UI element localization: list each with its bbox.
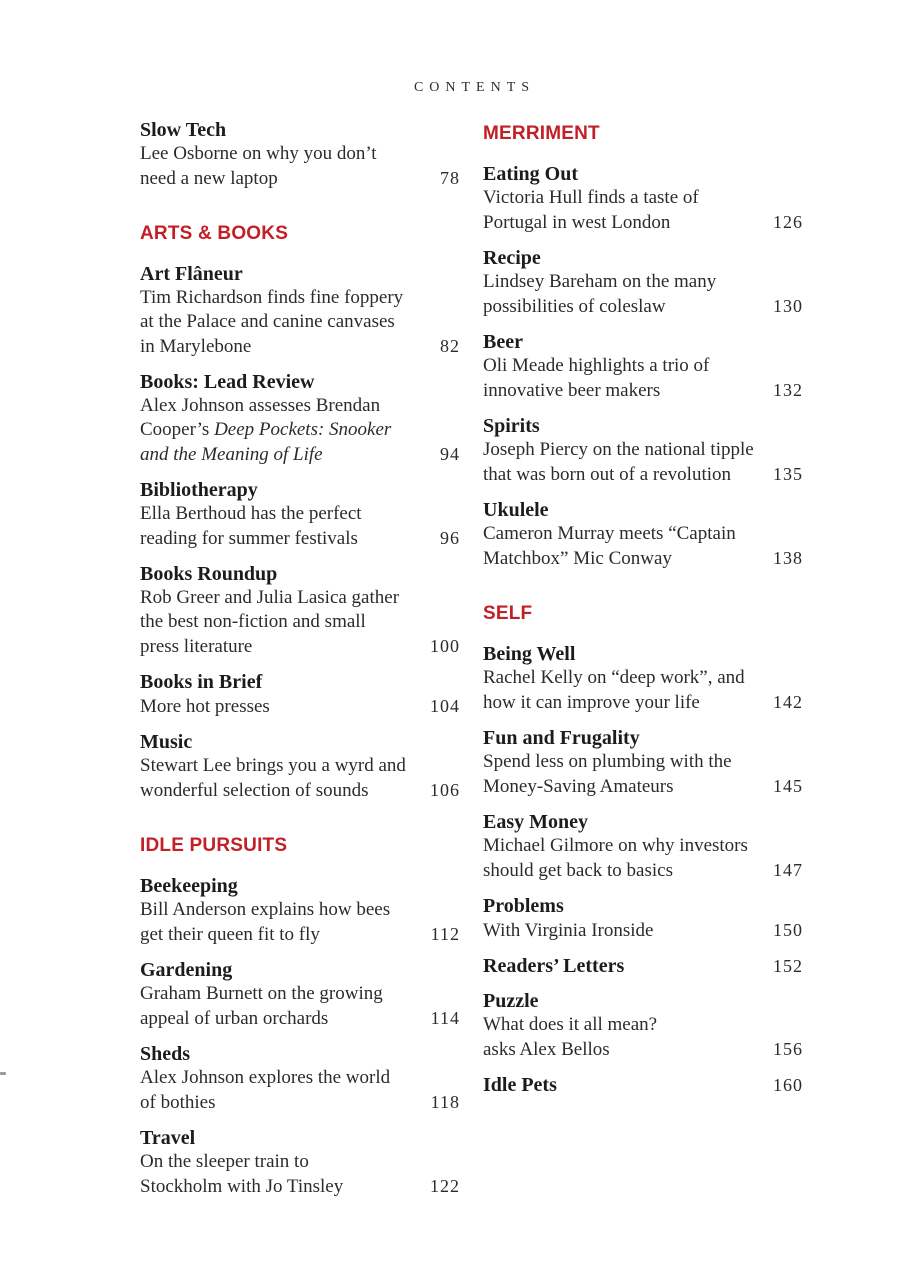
- entry-title: Idle Pets: [483, 1074, 557, 1096]
- toc-entry: [483, 810, 803, 883]
- toc-entry: [140, 730, 460, 803]
- entry-description-text: press literature: [140, 636, 253, 657]
- entry-description-line: Graham Burnett on the growing: [140, 983, 383, 1004]
- entry-description-text: get their queen fit to fly: [140, 924, 320, 945]
- entry-description-line: [140, 166, 460, 191]
- toc-entry: [140, 1042, 460, 1115]
- entry-description-line: [140, 1006, 460, 1031]
- entry-description-text: appeal of urban orchards: [140, 1008, 329, 1029]
- toc-entry: [483, 642, 803, 715]
- entry-description-line: [483, 918, 803, 943]
- toc-entry: [483, 954, 803, 978]
- entry-page-number: 150: [773, 920, 803, 940]
- entry-title: Readers’ Letters: [483, 955, 625, 977]
- entry-description-text: wonderful selection of sounds: [140, 780, 369, 801]
- toc-entry: [483, 726, 803, 799]
- entry-description-line: Victoria Hull finds a taste of: [483, 187, 699, 208]
- entry-page-number: 96: [440, 528, 460, 548]
- toc-entry: [483, 1073, 803, 1097]
- entry-description-line: [140, 526, 460, 551]
- entry-page-number: 142: [773, 692, 803, 712]
- entry-page-number: 135: [773, 464, 803, 484]
- entry-title: Recipe: [483, 247, 541, 269]
- entry-description-line: Rachel Kelly on “deep work”, and: [483, 667, 745, 688]
- entry-description-line: Alex Johnson assesses Brendan: [140, 395, 381, 416]
- entry-description-line: [140, 1090, 460, 1115]
- entry-title: Fun and Frugality: [483, 727, 640, 749]
- edge-artifact: [0, 1072, 6, 1075]
- entry-page-number: 104: [430, 696, 460, 716]
- toc-entry: [140, 262, 460, 359]
- entry-page-number: 147: [773, 860, 803, 880]
- toc-entry: [483, 330, 803, 403]
- entry-title: Being Well: [483, 643, 576, 665]
- entry-title: Easy Money: [483, 811, 588, 833]
- entry-title: Eating Out: [483, 163, 579, 185]
- entry-description-line: [140, 778, 460, 803]
- section-header: MERRIMENT: [483, 123, 600, 144]
- entry-description-text: reading for summer festivals: [140, 528, 358, 549]
- entry-description-line: Tim Richardson finds fine foppery: [140, 287, 404, 308]
- toc-entry: [140, 670, 460, 719]
- entry-description-line: Stewart Lee brings you a wyrd and: [140, 755, 406, 776]
- entry-title-line: [483, 954, 803, 978]
- entry-title: Books Roundup: [140, 563, 278, 585]
- entry-description-line: Lindsey Bareham on the many: [483, 271, 717, 292]
- toc-entry: [483, 498, 803, 571]
- entry-page-number: 160: [773, 1075, 803, 1095]
- entry-page-number: 78: [440, 168, 460, 188]
- entry-description-line: [483, 210, 803, 235]
- entry-description-text: possibilities of coleslaw: [483, 296, 666, 317]
- entry-title: Problems: [483, 895, 564, 917]
- entry-title: Books in Brief: [140, 671, 263, 693]
- entry-page-number: 138: [773, 548, 803, 568]
- entry-page-number: 112: [430, 924, 460, 944]
- entry-description-line: [140, 442, 460, 467]
- entry-description-line: [140, 694, 460, 719]
- toc-entry: [140, 370, 460, 467]
- entry-description-text: Stockholm with Jo Tinsley: [140, 1176, 344, 1197]
- entry-title: Bibliotherapy: [140, 479, 258, 501]
- entry-description-line: Joseph Piercy on the national tipple: [483, 439, 754, 460]
- entry-page-number: 130: [773, 296, 803, 316]
- text-segment: Cooper’s: [140, 419, 215, 440]
- entry-description-line: Rob Greer and Julia Lasica gather: [140, 587, 400, 608]
- toc-entry: [140, 958, 460, 1031]
- entry-description-text: Matchbox” Mic Conway: [483, 548, 672, 569]
- entry-description-line: Michael Gilmore on why investors: [483, 835, 748, 856]
- entry-description-line: [483, 1037, 803, 1062]
- italic-text-segment: Deep Pockets: Snooker: [214, 419, 392, 440]
- entry-title: Art Flâneur: [140, 263, 243, 285]
- entry-page-number: 106: [430, 780, 460, 800]
- entry-description-line: Spend less on plumbing with the: [483, 751, 732, 772]
- entry-description-line: at the Palace and canine canvases: [140, 311, 395, 332]
- entry-description-text: of bothies: [140, 1092, 216, 1113]
- entry-description-line: [483, 774, 803, 799]
- entry-page-number: 152: [773, 956, 803, 976]
- entry-title: Slow Tech: [140, 119, 227, 141]
- entry-title: Ukulele: [483, 499, 549, 521]
- entry-page-number: 82: [440, 336, 460, 356]
- entry-description-text: need a new laptop: [140, 168, 278, 189]
- entry-description-line: [140, 922, 460, 947]
- toc-entry: [483, 894, 803, 943]
- entry-description-line: [483, 462, 803, 487]
- page-title: CONTENTS: [413, 80, 536, 95]
- entry-page-number: 156: [773, 1039, 803, 1059]
- entry-description-text: [140, 443, 323, 467]
- toc-entry: [483, 414, 803, 487]
- entry-description-text: that was born out of a revolution: [483, 464, 732, 485]
- toc-entry: [483, 989, 803, 1062]
- section-header: ARTS & BOOKS: [140, 223, 289, 244]
- entry-description-line: [483, 546, 803, 571]
- entry-page-number: 94: [440, 444, 460, 464]
- toc-entry: [140, 874, 460, 947]
- toc-entry: [140, 118, 460, 191]
- entry-title: Gardening: [140, 959, 233, 981]
- entry-page-number: 122: [430, 1176, 460, 1196]
- entry-title: Puzzle: [483, 990, 539, 1012]
- entry-description-text: should get back to basics: [483, 860, 673, 881]
- entry-description-line: Bill Anderson explains how bees: [140, 899, 391, 920]
- entry-description-line: [140, 1174, 460, 1199]
- toc-entry: [483, 162, 803, 235]
- entry-title: Beer: [483, 331, 523, 353]
- entry-description-line: the best non-fiction and small: [140, 611, 366, 632]
- entry-description-line: What does it all mean?: [483, 1014, 658, 1035]
- entry-description-line: [483, 378, 803, 403]
- entry-description-line: On the sleeper train to: [140, 1151, 309, 1172]
- entry-description-line: [140, 418, 460, 442]
- toc-entry: [483, 246, 803, 319]
- entry-description-text: Money-Saving Amateurs: [483, 776, 674, 797]
- entry-description-text: With Virginia Ironside: [483, 920, 654, 941]
- entry-description-line: Alex Johnson explores the world: [140, 1067, 391, 1088]
- entry-page-number: 100: [430, 636, 460, 656]
- entry-description-text: More hot presses: [140, 696, 270, 717]
- entry-description-text: asks Alex Bellos: [483, 1039, 610, 1060]
- entry-description-line: Ella Berthoud has the perfect: [140, 503, 362, 524]
- entry-page-number: 132: [773, 380, 803, 400]
- entry-description-text: innovative beer makers: [483, 380, 661, 401]
- entry-description-text: in Marylebone: [140, 336, 252, 357]
- entry-description-line: [483, 690, 803, 715]
- section-header: IDLE PURSUITS: [140, 835, 288, 856]
- entry-description-line: [140, 334, 460, 359]
- entry-description-line: Lee Osborne on why you don’t: [140, 143, 377, 164]
- entry-title-line: [483, 1073, 803, 1097]
- entry-description-line: [483, 858, 803, 883]
- entry-title: Travel: [140, 1127, 196, 1149]
- entry-description-text: how it can improve your life: [483, 692, 700, 713]
- entry-title: Sheds: [140, 1043, 191, 1065]
- entry-page-number: 145: [773, 776, 803, 796]
- entry-description-line: [483, 294, 803, 319]
- entry-title: Spirits: [483, 415, 540, 437]
- toc-entry: [140, 562, 460, 659]
- right-column: [483, 118, 803, 1108]
- entry-title: Beekeeping: [140, 875, 238, 897]
- entry-title: Music: [140, 731, 193, 753]
- toc-entry: [140, 478, 460, 551]
- entry-description-text: Portugal in west London: [483, 212, 671, 233]
- toc-entry: [140, 1126, 460, 1199]
- entry-description-line: [140, 634, 460, 659]
- entry-description-line: Cameron Murray meets “Captain: [483, 523, 736, 544]
- entry-page-number: 118: [430, 1092, 460, 1112]
- italic-text-segment: and the Meaning of Life: [140, 444, 323, 465]
- entry-title: Books: Lead Review: [140, 371, 315, 393]
- entry-page-number: 114: [430, 1008, 460, 1028]
- entry-page-number: 126: [773, 212, 803, 232]
- entry-description-line: Oli Meade highlights a trio of: [483, 355, 710, 376]
- left-column: [140, 118, 460, 1210]
- section-header: SELF: [483, 603, 533, 624]
